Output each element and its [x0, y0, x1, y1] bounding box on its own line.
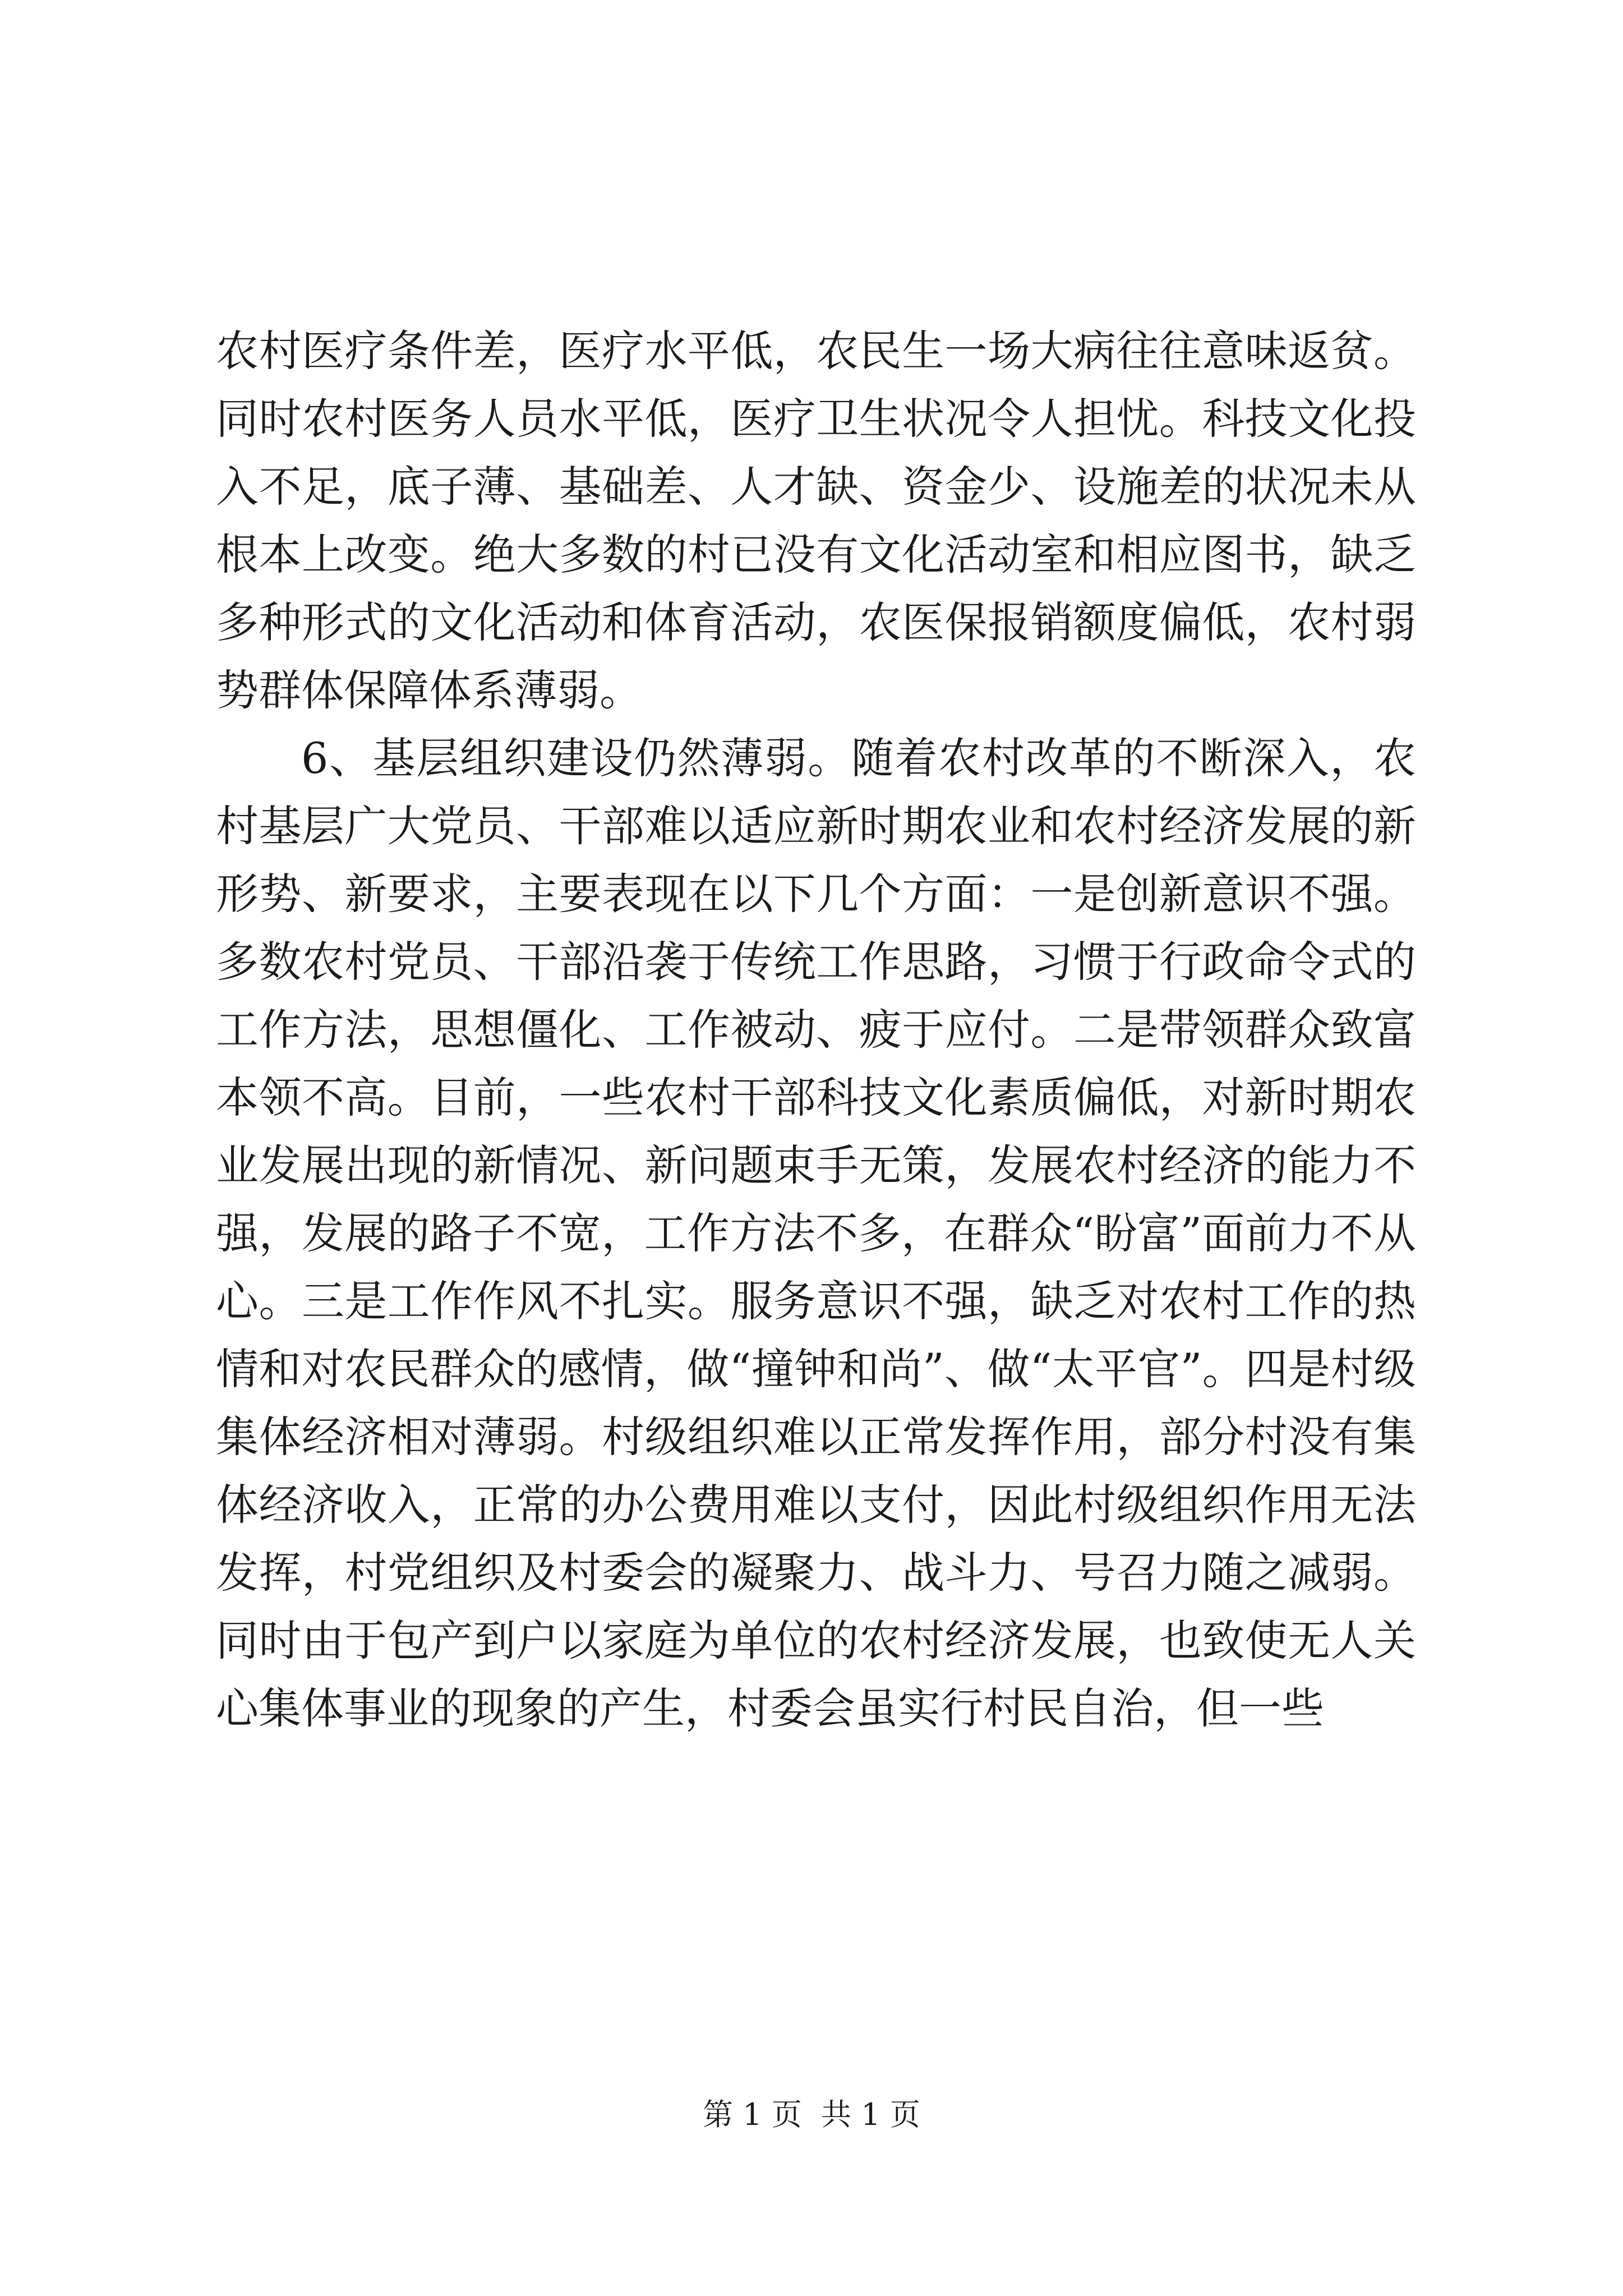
paragraph-2: 6、基层组织建设仍然薄弱。随着农村改革的不断深入，农村基层广大党员、干部难以适应新时期农业和农村经济发展的新形势、新要求，主要表现在以下几个方面：一是创新意识不强。多数农村党员、干部沿袭于传统工作思路，习惯于行政命令式的工作方法，思想僵化、工作被动、疲于应付。二是带领群众致富本领不高。目前，一些农村干部科技文化素质偏低，对新时期农业发展出现的新情况、新问题束手无策，发展农村经济的能力不强，发展的路子不宽，工作方法不多，在群众“盼富”面前力不从心。三是工作作风不扎实。服务意识不强，缺乏对农村工作的热情和对农民群众的感情，做“撞钟和尚”、做“太平官”。四是村级集体经济相对薄弱。村级组织难以正常发挥作用，部分村没有集体经济收入，正常的办公费用难以支付，因此村级组织作用无法发挥，村党组织及村委会的凝聚力、战斗力、号召力随之减弱。同时由于包产到户以家庭为单位的农村经济发展，也致使无人关心集体事业的现象的产生，村委会虽实行村民自治，但一些: [216, 733, 1416, 1733]
paragraph-1: 农村医疗条件差，医疗水平低，农民生一场大病往往意味返贫。同时农村医务人员水平低，医疗卫生状况令人担忧。科技文化投入不足，底子薄、基础差、人才缺、资金少、设施差的状况未从根本上改变。绝大多数的村已没有文化活动室和相应图书，缺乏多种形式的文化活动和体育活动，农医保报销额度偏低，农村弱势群体保障体系薄弱。: [216, 326, 1416, 715]
document-body: [216, 317, 1416, 1742]
page-footer: 第 1 页 共 1 页: [703, 2097, 920, 2132]
